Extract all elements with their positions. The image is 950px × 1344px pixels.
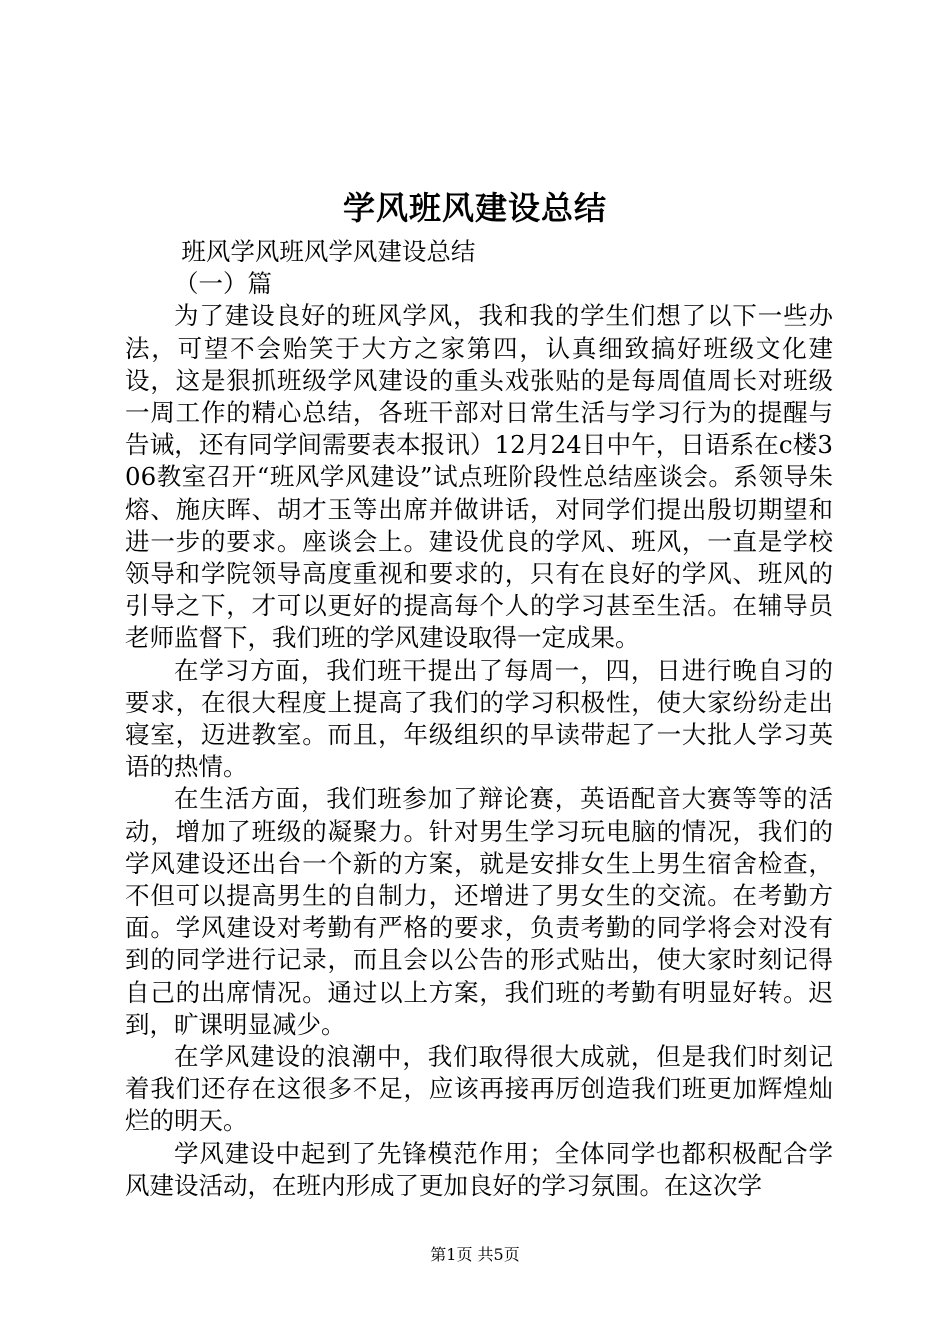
paragraph: 学风建设中起到了先锋模范作用；全体同学也都积极配合学风建设活动，在班内形成了更加良好的学习氛围。在这次学 [125,1138,833,1200]
document-title: 学风班风建设总结 [342,189,607,227]
paragraph: 在学习方面，我们班干提出了每周一，四，日进行晚自习的要求，在很大程度上提高了我们的学习积极性，使大家纷纷走出寝室，迈进教室。而且，年级组织的早读带起了一大批人学习英语的热情。 [125,655,833,782]
paragraph: 为了建设良好的班风学风，我和我的学生们想了以下一些办法，可望不会贻笑于大方之家第四，认真细致搞好班级文化建设，这是狠抓班级学风建设的重头戏张贴的是每周值周长对班级一周工作的精心总结，各班干部对日常生活与学习行为的提醒与告诫，还有同学间需要表本报讯）12月24日中午，日语系在c楼306教室召开“班风学风建设”试点班阶段性总结座谈会。系领导朱熔、施庆晖、胡才玉等出席并做讲话，对同学们提出殷切期望和进一步的要求。座谈会上。建设优良的学风、班风，一直是学校领导和学院领导高度重视和要求的，只有在良好的学风、班风的引导之下，才可以更好的提高每个人的学习甚至生活。在辅导员老师监督下，我们班的学风建设取得一定成果。 [125,301,833,653]
paragraph: 在学风建设的浪潮中，我们取得很大成就，但是我们时刻记着我们还存在这很多不足，应该再接再厉创造我们班更加辉煌灿烂的明天。 [125,1042,833,1136]
page-footer: 第1页 共5页 [430,1245,520,1264]
paragraph: 在生活方面，我们班参加了辩论赛，英语配音大赛等等的活动，增加了班级的凝聚力。针对男生学习玩电脑的情况，我们的学风建设还出台一个新的方案，就是安排女生上男生宿舍检查，不但可以提高男生的自制力，还增进了男女生的交流。在考勤方面。学风建设对考勤有严格的要求，负责考勤的同学将会对没有到的同学进行记录，而且会以公告的形式贴出，使大家时刻记得自己的出席情况。通过以上方案，我们班的考勤有明显好转。迟到，旷课明显减少。 [125,784,833,1039]
document-body [125,236,833,1202]
section-label: （一）篇 [174,269,272,299]
document-subtitle: 班风学风班风学风建设总结 [181,237,476,266]
